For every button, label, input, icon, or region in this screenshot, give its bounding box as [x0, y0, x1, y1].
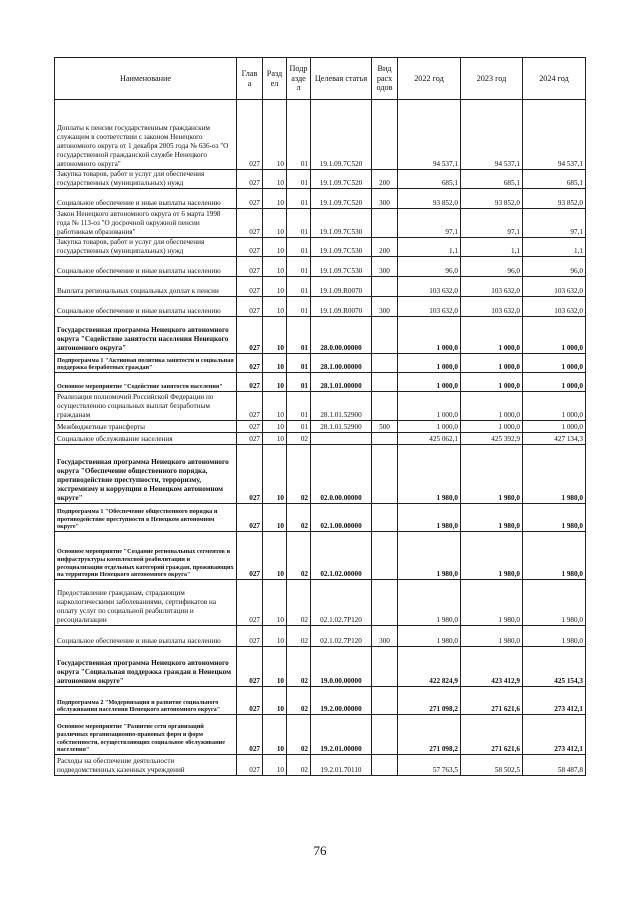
- table-cell-2022: 1 980,0: [398, 580, 461, 626]
- table-cell-vid: [372, 445, 398, 504]
- table-cell-podrazdel: 02: [287, 532, 311, 580]
- table-cell-razdel: 10: [263, 755, 287, 776]
- table-cell-razdel: 10: [263, 504, 287, 532]
- table-row: [55, 189, 586, 209]
- table-cell-glava: 027: [237, 100, 263, 170]
- header-target: Целевая статья: [311, 58, 372, 100]
- table-cell-glava: 027: [237, 317, 263, 354]
- table-cell-glava: 027: [237, 189, 263, 209]
- table-cell-name: Закупка товаров, работ и услуг для обеспечения государственных (муниципальных) нужд: [55, 170, 237, 189]
- table-cell-target: 19.2.00.00000: [311, 687, 372, 715]
- table-cell-podrazdel: 01: [287, 209, 311, 238]
- table-cell-2023: 96,0: [461, 257, 523, 277]
- table-cell-target: 19.1.09.7С520: [311, 189, 372, 209]
- table-cell-razdel: 10: [263, 297, 287, 317]
- table-cell-2022: 271 098,2: [398, 715, 461, 755]
- header-vid: Вид расх одов: [372, 58, 398, 100]
- table-cell-podrazdel: 01: [287, 257, 311, 277]
- table-cell-target: 19.1.09.7С520: [311, 100, 372, 170]
- table-cell-target: 19.2.01.70110: [311, 755, 372, 776]
- table-cell-2022: 271 098,2: [398, 687, 461, 715]
- table-cell-name: Расходы на обеспечение деятельности подведомственных казенных учреждений: [55, 755, 237, 776]
- table-cell-podrazdel: 02: [287, 433, 311, 445]
- table-cell-2024: 1 980,0: [523, 626, 586, 647]
- table-cell-2024: 273 412,1: [523, 687, 586, 715]
- table-cell-2022: 1 980,0: [398, 504, 461, 532]
- budget-table: [54, 57, 586, 776]
- table-cell-vid: 200: [372, 238, 398, 257]
- header-podrazdel: Подр азде л: [287, 58, 311, 100]
- header-row: [55, 58, 586, 100]
- table-cell-glava: 027: [237, 445, 263, 504]
- table-cell-2023: 1 000,0: [461, 317, 523, 354]
- table-cell-2022: 1 000,0: [398, 354, 461, 373]
- table-cell-target: 19.1.09.7С520: [311, 170, 372, 189]
- table-cell-glava: 027: [237, 297, 263, 317]
- table-cell-2024: 1,1: [523, 238, 586, 257]
- table-cell-2023: 93 852,0: [461, 189, 523, 209]
- table-cell-podrazdel: 02: [287, 647, 311, 687]
- table-cell-target: 19.0.00.00000: [311, 647, 372, 687]
- table-row: [55, 297, 586, 317]
- table-cell-name: Основное мероприятие "Содействие занятости населения": [55, 373, 237, 392]
- table-cell-2023: 103 632,0: [461, 277, 523, 297]
- table-cell-vid: [372, 715, 398, 755]
- table-cell-razdel: 10: [263, 354, 287, 373]
- table-cell-2023: 271 621,6: [461, 715, 523, 755]
- table-cell-2022: 1 000,0: [398, 373, 461, 392]
- table-cell-podrazdel: 01: [287, 317, 311, 354]
- table-cell-target: 19.1.09.R0070: [311, 297, 372, 317]
- table-cell-vid: [372, 755, 398, 776]
- table-row: [55, 170, 586, 189]
- table-cell-razdel: 10: [263, 238, 287, 257]
- header-2023: 2023 год: [461, 58, 523, 100]
- table-cell-glava: 027: [237, 626, 263, 647]
- table-cell-podrazdel: 02: [287, 580, 311, 626]
- table-cell-2022: 103 632,0: [398, 277, 461, 297]
- table-cell-2024: 1 980,0: [523, 532, 586, 580]
- table-cell-vid: [372, 504, 398, 532]
- table-cell-2024: 685,1: [523, 170, 586, 189]
- table-cell-glava: 027: [237, 580, 263, 626]
- table-cell-2022: 103 632,0: [398, 297, 461, 317]
- table-cell-2024: 1 980,0: [523, 580, 586, 626]
- table-cell-name: Социальное обеспечение и иные выплаты населению: [55, 257, 237, 277]
- table-row: [55, 277, 586, 297]
- table-cell-2023: 97,1: [461, 209, 523, 238]
- table-cell-2023: 1 980,0: [461, 445, 523, 504]
- table-cell-podrazdel: 02: [287, 715, 311, 755]
- table-cell-glava: 027: [237, 647, 263, 687]
- table-cell-target: 02.1.02.7Р120: [311, 626, 372, 647]
- table-cell-podrazdel: 01: [287, 373, 311, 392]
- table-cell-podrazdel: 01: [287, 170, 311, 189]
- page-number: 76: [313, 843, 327, 858]
- table-cell-glava: 027: [237, 170, 263, 189]
- table-cell-2024: 1 000,0: [523, 421, 586, 433]
- table-cell-vid: [372, 687, 398, 715]
- table-cell-2023: 1 000,0: [461, 421, 523, 433]
- header-2022: 2022 год: [398, 58, 461, 100]
- table-cell-razdel: 10: [263, 317, 287, 354]
- table-cell-razdel: 10: [263, 433, 287, 445]
- table-cell-glava: 027: [237, 354, 263, 373]
- table-cell-2022: 1 980,0: [398, 445, 461, 504]
- table-cell-2022: 96,0: [398, 257, 461, 277]
- table-cell-vid: [372, 532, 398, 580]
- table-cell-podrazdel: 01: [287, 297, 311, 317]
- table-cell-name: Основное мероприятие "Развитие сети организаций различных организационно-правовых форм и форм собственности, осуществляющих социальное обслуживание населения": [55, 715, 237, 755]
- table-cell-razdel: 10: [263, 189, 287, 209]
- table-cell-2022: 422 824,9: [398, 647, 461, 687]
- table-cell-2024: 1 000,0: [523, 373, 586, 392]
- table-row: [55, 100, 586, 170]
- table-cell-2024: 103 632,0: [523, 297, 586, 317]
- table-cell-glava: 027: [237, 257, 263, 277]
- table-cell-2023: 94 537,1: [461, 100, 523, 170]
- table-cell-vid: [372, 392, 398, 421]
- table-cell-2024: 1 000,0: [523, 354, 586, 373]
- table-cell-2022: 1 980,0: [398, 626, 461, 647]
- table-cell-target: 19.1.09.7С530: [311, 257, 372, 277]
- table-cell-razdel: 10: [263, 715, 287, 755]
- table-cell-target: 28.1.01.52900: [311, 392, 372, 421]
- table-cell-razdel: 10: [263, 170, 287, 189]
- table-cell-podrazdel: 02: [287, 626, 311, 647]
- table-cell-name: Социальное обеспечение и иные выплаты населению: [55, 189, 237, 209]
- table-cell-glava: 027: [237, 277, 263, 297]
- table-cell-2022: 94 537,1: [398, 100, 461, 170]
- table-cell-2024: 273 412,1: [523, 715, 586, 755]
- table-cell-vid: 300: [372, 626, 398, 647]
- table-cell-2022: 97,1: [398, 209, 461, 238]
- header-razdel: Разд ел: [263, 58, 287, 100]
- header-glava: Глав а: [237, 58, 263, 100]
- header-name: Наименование: [55, 58, 237, 100]
- table-cell-2023: 1 000,0: [461, 392, 523, 421]
- table-row: [55, 445, 586, 504]
- table-cell-2024: 97,1: [523, 209, 586, 238]
- table-cell-name: Социальное обеспечение и иные выплаты населению: [55, 626, 237, 647]
- table-row: [55, 626, 586, 647]
- table-cell-name: Государственная программа Ненецкого автономного округа "Содействие занятости населения Ненецкого автономного округа": [55, 317, 237, 354]
- table-cell-2022: 1,1: [398, 238, 461, 257]
- table-cell-razdel: 10: [263, 687, 287, 715]
- table-body: [55, 100, 586, 776]
- table-cell-2022: 57 763,5: [398, 755, 461, 776]
- table-cell-podrazdel: 01: [287, 421, 311, 433]
- table-cell-name: Доплаты к пенсии государственным гражданским служащим в соответствии с законом Ненецкого автономного округа от 1 декабря 2005 года № 636-оз "О государственной гражданской службе Ненецкого автономного округа": [55, 100, 237, 170]
- table-cell-glava: 027: [237, 238, 263, 257]
- table-cell-2023: 1 980,0: [461, 580, 523, 626]
- table-cell-name: Межбюджетные трансферты: [55, 421, 237, 433]
- table-cell-vid: [372, 580, 398, 626]
- table-cell-glava: 027: [237, 373, 263, 392]
- table-cell-2024: 425 154,3: [523, 647, 586, 687]
- table-row: [55, 504, 586, 532]
- table-cell-podrazdel: 01: [287, 392, 311, 421]
- table-cell-2022: 1 980,0: [398, 532, 461, 580]
- table-cell-podrazdel: 02: [287, 504, 311, 532]
- table-cell-razdel: 10: [263, 580, 287, 626]
- table-cell-2023: 1 980,0: [461, 532, 523, 580]
- table-row: [55, 354, 586, 373]
- table-row: [55, 392, 586, 421]
- table-cell-target: 19.1.09.7С530: [311, 238, 372, 257]
- table-cell-name: Социальное обслуживание населения: [55, 433, 237, 445]
- table-cell-2024: 427 134,3: [523, 433, 586, 445]
- table-cell-2024: 1 000,0: [523, 392, 586, 421]
- table-cell-2022: 685,1: [398, 170, 461, 189]
- table-cell-podrazdel: 02: [287, 687, 311, 715]
- table-cell-2024: 58 487,8: [523, 755, 586, 776]
- table-cell-2022: 1 000,0: [398, 317, 461, 354]
- table-cell-vid: [372, 100, 398, 170]
- table-cell-razdel: 10: [263, 626, 287, 647]
- table-row: [55, 373, 586, 392]
- table-row: [55, 687, 586, 715]
- table-cell-podrazdel: 01: [287, 189, 311, 209]
- table-cell-2023: 425 392,9: [461, 433, 523, 445]
- table-cell-podrazdel: 01: [287, 277, 311, 297]
- table-cell-razdel: 10: [263, 277, 287, 297]
- table-cell-2024: 94 537,1: [523, 100, 586, 170]
- table-cell-razdel: 10: [263, 373, 287, 392]
- table-cell-glava: 027: [237, 421, 263, 433]
- table-cell-name: Государственная программа Ненецкого автономного округа "Социальная поддержка граждан в Ненецком автономном округе": [55, 647, 237, 687]
- table-cell-vid: 300: [372, 189, 398, 209]
- table-cell-2023: 1,1: [461, 238, 523, 257]
- table-cell-target: 02.1.02.00000: [311, 532, 372, 580]
- table-cell-2023: 103 632,0: [461, 297, 523, 317]
- table-cell-name: Государственная программа Ненецкого автономного округа "Обеспечение общественного порядка, противодействие преступности, терроризму, экстремизму и коррупции в Ненецком автономном округе": [55, 445, 237, 504]
- table-cell-razdel: 10: [263, 445, 287, 504]
- table-cell-2022: 1 000,0: [398, 392, 461, 421]
- table-cell-vid: 500: [372, 421, 398, 433]
- table-cell-2022: 1 000,0: [398, 421, 461, 433]
- table-cell-2024: 96,0: [523, 257, 586, 277]
- table-row: [55, 421, 586, 433]
- table-cell-glava: 027: [237, 433, 263, 445]
- table-cell-glava: 027: [237, 392, 263, 421]
- table-cell-target: 02.1.00.00000: [311, 504, 372, 532]
- table-row: [55, 715, 586, 755]
- table-cell-2023: 271 621,6: [461, 687, 523, 715]
- table-cell-name: Реализация полномочий Российской Федерации по осуществлению социальных выплат безработным гражданам: [55, 392, 237, 421]
- table-cell-glava: 027: [237, 504, 263, 532]
- table-cell-target: 02.0.00.00000: [311, 445, 372, 504]
- table-cell-target: [311, 433, 372, 445]
- table-cell-2024: 1 000,0: [523, 317, 586, 354]
- table-cell-2023: 685,1: [461, 170, 523, 189]
- table-cell-podrazdel: 02: [287, 755, 311, 776]
- table-row: [55, 209, 586, 238]
- header-2024: 2024 год: [523, 58, 586, 100]
- table-row: [55, 317, 586, 354]
- table-row: [55, 257, 586, 277]
- table-cell-name: Основное мероприятие "Создание региональных сегментов и инфраструктуры комплексной реабилитации и ресоциализации отдельных категорий граждан, проживающих на территории Ненецкого автономного округа": [55, 532, 237, 580]
- table-cell-target: 28.0.00.00000: [311, 317, 372, 354]
- table-row: [55, 580, 586, 626]
- table-cell-vid: 200: [372, 170, 398, 189]
- table-cell-glava: 027: [237, 687, 263, 715]
- table-cell-glava: 027: [237, 715, 263, 755]
- table-cell-name: Предоставление гражданам, страдающим наркологическими заболеваниями, сертификатов на оплату услуг по социальной реабилитации и ресоциализации: [55, 580, 237, 626]
- table-cell-razdel: 10: [263, 647, 287, 687]
- table-row: [55, 532, 586, 580]
- table-cell-glava: 027: [237, 209, 263, 238]
- table-cell-razdel: 10: [263, 257, 287, 277]
- table-cell-vid: [372, 647, 398, 687]
- table-cell-razdel: 10: [263, 209, 287, 238]
- table-cell-name: Выплата региональных социальных доплат к пенсии: [55, 277, 237, 297]
- table-cell-target: 19.1.09.7С530: [311, 209, 372, 238]
- table-row: [55, 647, 586, 687]
- table-cell-podrazdel: 02: [287, 445, 311, 504]
- table-cell-2022: 93 852,0: [398, 189, 461, 209]
- table-cell-name: Закупка товаров, работ и услуг для обеспечения государственных (муниципальных) нужд: [55, 238, 237, 257]
- table-cell-2022: 425 062,1: [398, 433, 461, 445]
- table-cell-target: 28.1.00.00000: [311, 354, 372, 373]
- table-cell-vid: [372, 354, 398, 373]
- table-cell-name: Закон Ненецкого автономного округа от 6 марта 1998 года № 113-оз "О досрочной окружной пенсии работникам образования": [55, 209, 237, 238]
- table-cell-2023: 1 980,0: [461, 626, 523, 647]
- table-cell-2023: 1 000,0: [461, 354, 523, 373]
- table-cell-vid: [372, 317, 398, 354]
- table-cell-razdel: 10: [263, 100, 287, 170]
- table-cell-2023: 58 502,5: [461, 755, 523, 776]
- table-cell-2024: 1 980,0: [523, 445, 586, 504]
- table-cell-podrazdel: 01: [287, 238, 311, 257]
- table-cell-name: Подпрограмма 1 "Активная политика занятости и социальная поддержка безработных граждан": [55, 354, 237, 373]
- table-cell-target: 28.1.01.00000: [311, 373, 372, 392]
- table-cell-target: 28.1.01.52900: [311, 421, 372, 433]
- table-cell-vid: [372, 277, 398, 297]
- table-row: [55, 433, 586, 445]
- table-cell-vid: [372, 209, 398, 238]
- table-cell-2023: 1 980,0: [461, 504, 523, 532]
- table-cell-razdel: 10: [263, 532, 287, 580]
- table-cell-2024: 93 852,0: [523, 189, 586, 209]
- table-cell-podrazdel: 01: [287, 100, 311, 170]
- table-row: [55, 755, 586, 776]
- table-cell-target: 02.1.02.7Р120: [311, 580, 372, 626]
- table-cell-vid: 300: [372, 257, 398, 277]
- table-cell-target: 19.1.09.R0070: [311, 277, 372, 297]
- table-cell-glava: 027: [237, 755, 263, 776]
- table-cell-name: Социальное обеспечение и иные выплаты населению: [55, 297, 237, 317]
- table-cell-podrazdel: 01: [287, 354, 311, 373]
- table-cell-glava: 027: [237, 532, 263, 580]
- table-cell-2024: 103 632,0: [523, 277, 586, 297]
- table-cell-target: 19.2.01.00000: [311, 715, 372, 755]
- table-cell-razdel: 10: [263, 392, 287, 421]
- table-cell-2024: 1 980,0: [523, 504, 586, 532]
- table-row: [55, 238, 586, 257]
- table-cell-vid: [372, 373, 398, 392]
- table-cell-2023: 423 412,9: [461, 647, 523, 687]
- table-cell-2023: 1 000,0: [461, 373, 523, 392]
- table-cell-razdel: 10: [263, 421, 287, 433]
- table-cell-name: Подпрограмма 2 "Модернизация и развитие социального обслуживания населения Ненецкого автономного округа": [55, 687, 237, 715]
- table-cell-name: Подпрограмма 1 "Обеспечение общественного порядка и противодействие преступности в Ненецком автономном округе": [55, 504, 237, 532]
- table-cell-vid: [372, 433, 398, 445]
- table-cell-vid: 300: [372, 297, 398, 317]
